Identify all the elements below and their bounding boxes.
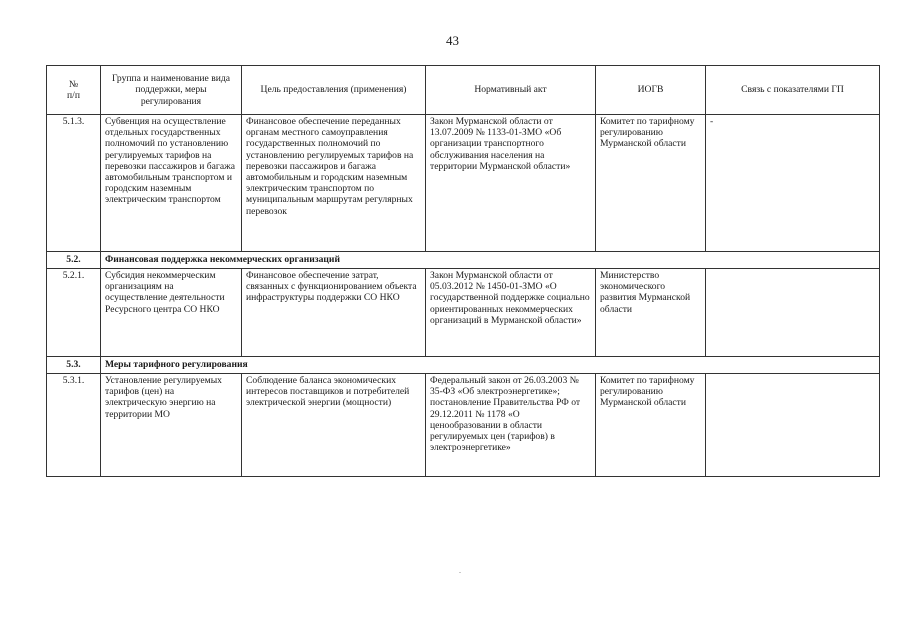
- row-iogv: Министерство экономического развития Мурманской области: [596, 269, 706, 357]
- row-group: Субсидия некоммерческим организациям на осуществление деятельности Ресурсного центра СО НКО: [101, 269, 242, 357]
- header-act: Нормативный акт: [426, 66, 596, 115]
- header-link: Связь с показателями ГП: [706, 66, 880, 115]
- row-link: -: [706, 115, 880, 252]
- row-act: Федеральный закон от 26.03.2003 № 35-ФЗ «Об электроэнергетике»; постановление Правительства РФ от 29.12.2011 № 1178 «О ценообразовании в области регулируемых цен (тарифов) в электроэнергетике»: [426, 374, 596, 477]
- table-row: [47, 269, 880, 357]
- header-num: № п/п: [47, 66, 101, 115]
- row-num: 5.3.1.: [47, 374, 101, 477]
- row-link: [706, 269, 880, 357]
- table-row: [47, 115, 880, 252]
- header-purpose: Цель предоставления (применения): [242, 66, 426, 115]
- row-act: Закон Мурманской области от 13.07.2009 № 1133-01-ЗМО «Об организации транспортного обслуживания населения на территории Мурманской области»: [426, 115, 596, 252]
- section-title: Меры тарифного регулирования: [101, 357, 880, 374]
- row-purpose: Соблюдение баланса экономических интересов поставщиков и потребителей электрической энергии (мощности): [242, 374, 426, 477]
- table-row: [47, 374, 880, 477]
- row-purpose: Финансовое обеспечение затрат, связанных с функционированием объекта инфраструктуры поддержки СО НКО: [242, 269, 426, 357]
- row-group: Субвенция на осуществление отдельных государственных полномочий по установлению регулируемых тарифов на перевозки пассажиров и багажа автомобильным транспортом и городским наземным электрическим транспортом: [101, 115, 242, 252]
- row-iogv: Комитет по тарифному регулированию Мурманской области: [596, 374, 706, 477]
- section-num: 5.2.: [47, 252, 101, 269]
- section-row: [47, 252, 880, 269]
- row-num: 5.2.1.: [47, 269, 101, 357]
- header-group: Группа и наименование вида поддержки, меры регулирования: [101, 66, 242, 115]
- row-act: Закон Мурманской области от 05.03.2012 № 1450-01-ЗМО «О государственной поддержке социально ориентированных некоммерческих организаций в Мурманской области»: [426, 269, 596, 357]
- row-iogv: Комитет по тарифному регулированию Мурманской области: [596, 115, 706, 252]
- section-row: [47, 357, 880, 374]
- section-num: 5.3.: [47, 357, 101, 374]
- header-iogv: ИОГВ: [596, 66, 706, 115]
- page-number: 43: [446, 33, 459, 48]
- footer-mark: .: [459, 566, 461, 575]
- table-header-row: [47, 66, 880, 115]
- section-title: Финансовая поддержка некоммерческих организаций: [101, 252, 880, 269]
- support-measures-table: [46, 65, 880, 477]
- row-link: [706, 374, 880, 477]
- row-group: Установление регулируемых тарифов (цен) на электрическую энергию на территории МО: [101, 374, 242, 477]
- row-num: 5.1.3.: [47, 115, 101, 252]
- row-purpose: Финансовое обеспечение переданных органам местного самоуправления государственных полномочий по установлению регулируемых тарифов на перевозки пассажиров и багажа автомобильным и городским наземным электрическим транспортом по муниципальным маршрутам регулярных перевозок: [242, 115, 426, 252]
